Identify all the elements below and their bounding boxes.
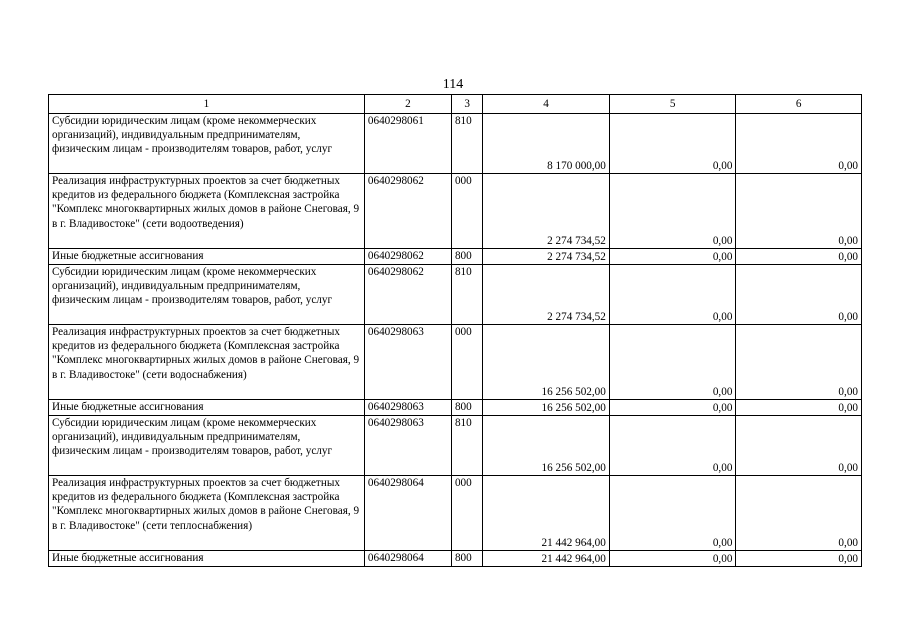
row-amount-col5: 0,00: [609, 416, 736, 476]
row-target-code: 0640298061: [364, 114, 451, 174]
row-amount-col5: 0,00: [609, 249, 736, 265]
column-header-5: 5: [609, 95, 736, 114]
column-header-1: 1: [49, 95, 365, 114]
row-target-code: 0640298062: [364, 249, 451, 265]
row-name: Иные бюджетные ассигнования: [49, 249, 365, 265]
row-amount-col5: 0,00: [609, 551, 736, 567]
budget-table: [48, 94, 862, 567]
table-header-row: [49, 95, 862, 114]
table-row: [49, 174, 862, 249]
row-target-code: 0640298064: [364, 476, 451, 551]
row-amount-col5: 0,00: [609, 265, 736, 325]
row-amount-col6: 0,00: [736, 476, 862, 551]
row-name: Иные бюджетные ассигнования: [49, 400, 365, 416]
row-amount-col6: 0,00: [736, 265, 862, 325]
row-target-code: 0640298064: [364, 551, 451, 567]
row-target-code: 0640298063: [364, 325, 451, 400]
row-amount-col6: 0,00: [736, 114, 862, 174]
row-amount-col4: 8 170 000,00: [483, 114, 610, 174]
row-expense-type: 800: [451, 249, 482, 265]
row-amount-col5: 0,00: [609, 114, 736, 174]
row-expense-type: 810: [451, 114, 482, 174]
row-amount-col6: 0,00: [736, 325, 862, 400]
row-expense-type: 800: [451, 400, 482, 416]
row-amount-col6: 0,00: [736, 400, 862, 416]
row-amount-col6: 0,00: [736, 416, 862, 476]
row-target-code: 0640298062: [364, 174, 451, 249]
table-row: [49, 114, 862, 174]
row-amount-col4: 16 256 502,00: [483, 416, 610, 476]
row-target-code: 0640298063: [364, 400, 451, 416]
row-amount-col4: 2 274 734,52: [483, 249, 610, 265]
row-expense-type: 000: [451, 476, 482, 551]
row-amount-col5: 0,00: [609, 476, 736, 551]
table-row: [49, 551, 862, 567]
row-name: Иные бюджетные ассигнования: [49, 551, 365, 567]
column-header-2: 2: [364, 95, 451, 114]
table-row: [49, 249, 862, 265]
table-row: [49, 265, 862, 325]
row-amount-col6: 0,00: [736, 551, 862, 567]
table-row: [49, 400, 862, 416]
row-amount-col5: 0,00: [609, 400, 736, 416]
row-amount-col4: 21 442 964,00: [483, 476, 610, 551]
table-row: [49, 325, 862, 400]
row-amount-col4: 16 256 502,00: [483, 400, 610, 416]
row-amount-col4: 21 442 964,00: [483, 551, 610, 567]
row-amount-col4: 2 274 734,52: [483, 265, 610, 325]
row-target-code: 0640298063: [364, 416, 451, 476]
row-name: Субсидии юридическим лицам (кроме некоммерческих организаций), индивидуальным предпринимателям, физическим лицам - производителям товаров, работ, услуг: [49, 265, 365, 325]
row-expense-type: 800: [451, 551, 482, 567]
row-expense-type: 000: [451, 325, 482, 400]
row-expense-type: 810: [451, 265, 482, 325]
row-amount-col5: 0,00: [609, 174, 736, 249]
row-expense-type: 810: [451, 416, 482, 476]
row-name: Субсидии юридическим лицам (кроме некоммерческих организаций), индивидуальным предпринимателям, физическим лицам - производителям товаров, работ, услуг: [49, 114, 365, 174]
column-header-6: 6: [736, 95, 862, 114]
row-amount-col6: 0,00: [736, 249, 862, 265]
table-row: [49, 416, 862, 476]
row-expense-type: 000: [451, 174, 482, 249]
row-amount-col5: 0,00: [609, 325, 736, 400]
page-number: 114: [442, 77, 464, 92]
row-name: Субсидии юридическим лицам (кроме некоммерческих организаций), индивидуальным предпринимателям, физическим лицам - производителям товаров, работ, услуг: [49, 416, 365, 476]
column-header-3: 3: [451, 95, 482, 114]
row-amount-col4: 2 274 734,52: [483, 174, 610, 249]
table-row: [49, 476, 862, 551]
row-target-code: 0640298062: [364, 265, 451, 325]
row-name: Реализация инфраструктурных проектов за счет бюджетных кредитов из федерального бюджета (Комплексная застройка "Комплекс многоквартирных жилых домов в районе Снеговая, 9 в г. Владивостоке" (сети водоотведения): [49, 174, 365, 249]
row-amount-col4: 16 256 502,00: [483, 325, 610, 400]
column-header-4: 4: [483, 95, 610, 114]
row-name: Реализация инфраструктурных проектов за счет бюджетных кредитов из федерального бюджета (Комплексная застройка "Комплекс многоквартирных жилых домов в районе Снеговая, 9 в г. Владивостоке" (сети водоснабжения): [49, 325, 365, 400]
row-amount-col6: 0,00: [736, 174, 862, 249]
row-name: Реализация инфраструктурных проектов за счет бюджетных кредитов из федерального бюджета (Комплексная застройка "Комплекс многоквартирных жилых домов в районе Снеговая, 9 в г. Владивостоке" (сети теплоснабжения): [49, 476, 365, 551]
